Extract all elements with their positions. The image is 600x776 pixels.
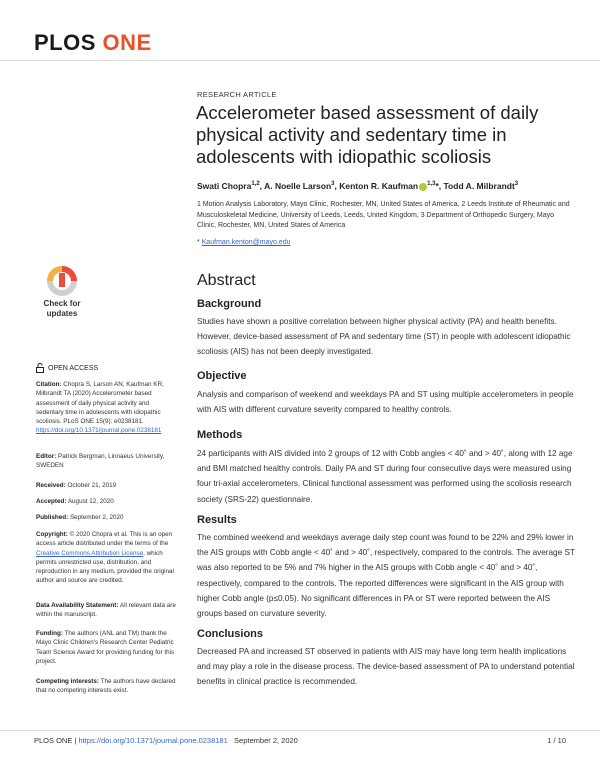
citation-label: Citation:: [36, 381, 62, 388]
accepted-block: [36, 497, 176, 506]
badge-line1: Check for: [43, 299, 81, 308]
copyright-block: [36, 530, 176, 586]
citation-text: Chopra S, Larson AN, Kaufman KR, Milbrandt TA (2020) Accelerometer based assessment of daily physical activity and sedentary time in adolescents with idiopathic scoliosis. PLoS ONE 15(9): e0238181.: [36, 381, 164, 426]
header-divider: [0, 60, 600, 61]
orcid-icon[interactable]: [419, 183, 427, 191]
email-star: *: [197, 239, 200, 246]
open-lock-icon: [36, 363, 44, 373]
section-heading-results: Results: [197, 514, 237, 526]
logo-one: ONE: [102, 30, 152, 55]
section-heading-conclusions: Conclusions: [197, 628, 264, 640]
funding-text: The authors (ANL and TM) thank the Mayo Clinic Children's Research Center Pediatric Team Science Award for providing funding for this project.: [36, 630, 175, 665]
funding-block: [36, 629, 176, 666]
license-link[interactable]: Creative Commons Attribution License: [36, 549, 144, 557]
author-name[interactable]: Swati Chopra: [197, 181, 252, 191]
received-label: Received:: [36, 482, 66, 489]
section-heading-objective: Objective: [197, 370, 247, 382]
section-text-methods: 24 participants with AIS divided into 2 groups of 12 with Cobb angles < 40˚ and > 40˚, along with 12 age and BMI matched healthy controls. Daily PA and ST during four consecutive days were measured using four tri-axial accelerometers. Clinical functional assessment was performed using the scoliosis research society (SRS-22) questionnaire.: [197, 449, 573, 504]
abstract-heading: Abstract: [197, 272, 256, 289]
received-date: October 21, 2019: [67, 482, 117, 489]
open-access-label: OPEN ACCESS: [48, 364, 99, 372]
editor-label: Editor:: [36, 453, 57, 460]
published-label: Published:: [36, 514, 69, 521]
author-affil-sup: 3: [331, 181, 335, 188]
copyright-pre: © 2020 Chopra et al. This is an open access article distributed under the terms of the: [36, 531, 173, 548]
section-text-conclusions: Decreased PA and increased ST observed in patients with AIS may have long term health implications and may play a role in the disease process. The device-based assessment of PA to understand potential benefits in clinical practice is recommended.: [197, 647, 575, 687]
journal-logo: [34, 30, 152, 56]
author-affil-sup: 1,3: [427, 181, 436, 188]
data-availability-text: All relevant data are within the manuscript.: [36, 602, 176, 619]
check-for-updates-icon: [36, 265, 88, 321]
badge-line2: updates: [46, 309, 78, 318]
section-heading-background: Background: [197, 298, 262, 310]
article-type-label: RESEARCH ARTICLE: [197, 90, 277, 99]
author-list: Swati Chopra$^{1,2}$, A. Noelle Larson$^3$, Kenton R. Kaufman $^{1,3}$*, Todd A. Milbrandt$^3$: [197, 181, 519, 191]
page-number: 1 / 10: [547, 736, 566, 745]
data-availability-label: Data Availability Statement:: [36, 602, 119, 609]
section-heading-methods: Methods: [197, 429, 243, 441]
competing-text: The authors have declared that no competing interests exist.: [36, 678, 176, 695]
competing-label: Competing interests:: [36, 678, 99, 685]
email-link[interactable]: Kaufman.kenton@mayo.edu: [201, 239, 291, 246]
footer-date: September 2, 2020: [234, 736, 298, 745]
copyright-post: , which permits unrestricted use, distribution, and reproduction in any medium, provided the original author and source are credited.: [36, 549, 174, 585]
editor-text: Patrick Bergman, Linnaeus University, SWEDEN: [36, 453, 165, 470]
footer-journal: PLOS ONE: [34, 736, 73, 745]
funding-label: Funding:: [36, 630, 63, 637]
footer-doi-link[interactable]: https://doi.org/10.1371/journal.pone.0238181: [78, 736, 228, 745]
author-name[interactable]: A. Noelle Larson: [264, 181, 332, 191]
corresponding-star: *: [435, 181, 439, 191]
footer-divider: [0, 730, 600, 731]
corresponding-email: [197, 239, 291, 246]
section-text-objective: Analysis and comparison of weekend and weekdays PA and ST using multiple accelerometers in people with AIS with different curvature severity compared to healthy controls.: [197, 390, 574, 415]
article-title: Accelerometer based assessment of daily physical activity and sedentary time in adolescents with idiopathic scoliosis: [196, 102, 539, 167]
open-access: [36, 363, 98, 373]
received-block: [36, 481, 176, 490]
section-text-background: Studies have shown a positive correlation between higher physical activity (PA) and health benefits. However, device-based assessment of PA and sedentary time (ST) in people with adolescent idiopathic scoliosis (AIS) has not been deeply investigated.: [197, 317, 571, 357]
accepted-label: Accepted:: [36, 498, 67, 505]
section-text-results: The combined weekend and weekdays average daily step count was found to be 22% and 29% lower in the AIS groups with Cobb angle < 40˚ and > 40˚, respectively, compared to the controls. The average ST was also reported to be 5% and 7% higher in the AIS groups with Cobb angle < 40˚ and > 40˚, respectively, compared to the controls. The reported differences were significant in the AIS group with higher Cobb angle (p≤0.05). No significant differences in PA or ST were reported between the AIS groups based on curvature severity.: [197, 533, 575, 619]
author-name[interactable]: Kenton R. Kaufman: [339, 181, 419, 191]
citation-doi-link[interactable]: https://doi.org/10.1371/journal.pone.0238181: [36, 427, 162, 435]
editor-block: [36, 452, 176, 471]
accepted-date: August 12, 2020: [67, 498, 114, 505]
data-availability-block: [36, 601, 176, 620]
author-affil-sup: 3: [514, 181, 519, 188]
citation-block: [36, 380, 176, 436]
footer-separator: |: [72, 736, 79, 745]
affiliations: 1 Motion Analysis Laboratory, Mayo Clinic, Rochester, MN, United States of America, 2 Leeds Institute of Rheumatic and Musculoskeletal Medicine, University of Leeds, Leeds, United Kingdom, 3 Department of Orthopedic Surgery, Mayo Clinic, Rochester, MN, United States of America: [197, 201, 570, 229]
published-block: [36, 513, 176, 522]
check-for-updates-badge[interactable]: [36, 265, 88, 321]
author-affil-sup: 1,2: [251, 181, 260, 188]
logo-plos: PLOS: [34, 30, 96, 55]
published-date: September 2, 2020: [69, 514, 124, 521]
competing-interests-block: [36, 677, 176, 696]
page-footer: [34, 736, 298, 745]
author-name[interactable]: Todd A. Milbrandt: [443, 181, 515, 191]
copyright-label: Copyright:: [36, 531, 68, 538]
